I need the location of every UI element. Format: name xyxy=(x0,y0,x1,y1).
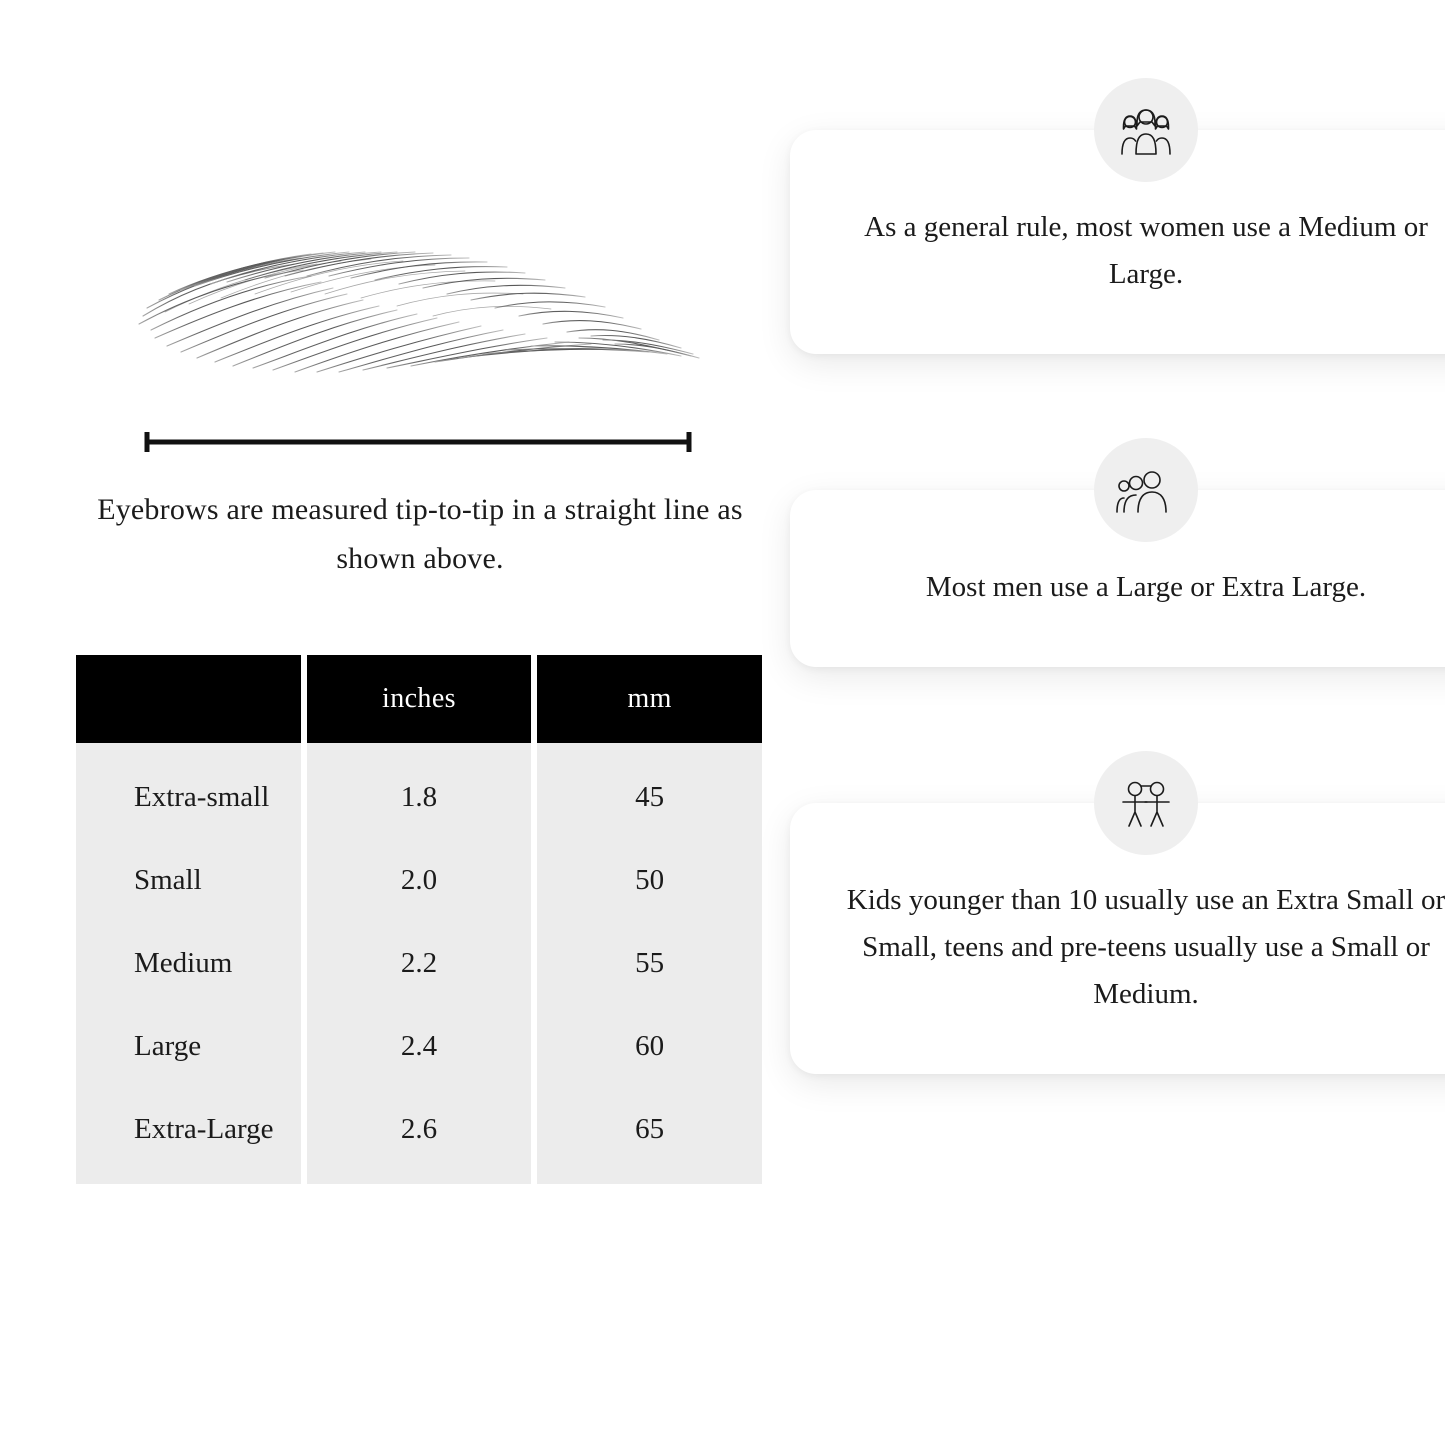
cell-mm: 50 xyxy=(537,839,762,922)
eyebrow-illustration xyxy=(125,220,715,390)
note-text: Kids younger than 10 usually use an Extra Small or Small, teens and pre-teens usually use a Small or Medium. xyxy=(846,883,1445,1010)
cell-size-name: Medium xyxy=(76,922,301,1005)
cell-size-name: Extra-Large xyxy=(76,1088,301,1184)
cell-mm: 55 xyxy=(537,922,762,1005)
men-group-icon xyxy=(1094,438,1198,542)
kids-group-icon xyxy=(1094,751,1198,855)
cell-mm: 65 xyxy=(537,1088,762,1184)
size-chart-table xyxy=(70,655,768,1184)
note-text: As a general rule, most women use a Medium or Large. xyxy=(864,211,1428,290)
women-group-icon xyxy=(1094,78,1198,182)
measurement-bar xyxy=(142,430,694,454)
column-header-size xyxy=(76,655,301,743)
column-header-mm: mm xyxy=(537,655,762,743)
cell-inches: 2.2 xyxy=(307,922,532,1005)
figure-caption: Eyebrows are measured tip-to-tip in a straight line as shown above. xyxy=(97,493,743,575)
cell-size-name: Large xyxy=(76,1005,301,1088)
table-row xyxy=(76,839,762,922)
note-card-men xyxy=(790,490,1445,667)
table-row xyxy=(76,743,762,839)
note-card-women xyxy=(790,130,1445,354)
table-row xyxy=(76,1088,762,1184)
cell-size-name: Small xyxy=(76,839,301,922)
note-text: Most men use a Large or Extra Large. xyxy=(925,570,1367,603)
cell-inches: 2.4 xyxy=(307,1005,532,1088)
table-row xyxy=(76,922,762,1005)
eyebrow-figure xyxy=(70,160,770,460)
cell-inches: 2.0 xyxy=(307,839,532,922)
notes-section xyxy=(790,130,1445,1074)
cell-mm: 45 xyxy=(537,743,762,839)
column-header-inches: inches xyxy=(307,655,532,743)
cell-size-name: Extra-small xyxy=(76,743,301,839)
table-row xyxy=(76,1005,762,1088)
cell-mm: 60 xyxy=(537,1005,762,1088)
cell-inches: 1.8 xyxy=(307,743,532,839)
cell-inches: 2.6 xyxy=(307,1088,532,1184)
measurement-section xyxy=(70,160,770,1184)
note-card-kids xyxy=(790,803,1445,1074)
table-header-row xyxy=(76,655,762,743)
